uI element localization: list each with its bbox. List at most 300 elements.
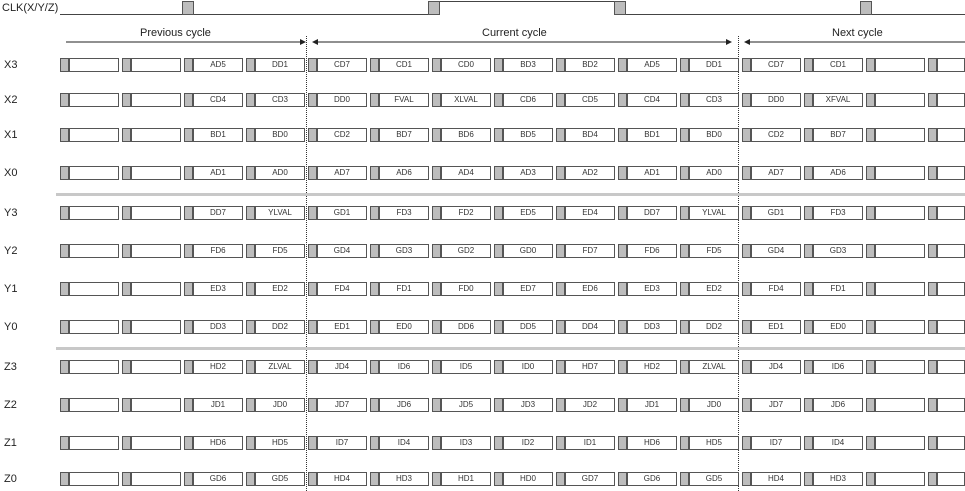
transition-marker (618, 398, 627, 412)
transition-marker (618, 472, 627, 486)
transition-marker (680, 128, 689, 142)
data-slot: BD1 (193, 128, 243, 142)
transition-marker (246, 360, 255, 374)
data-slot (69, 166, 119, 180)
transition-marker (804, 398, 813, 412)
transition-marker (804, 360, 813, 374)
data-slot: GD6 (627, 472, 677, 486)
data-slot: DD7 (627, 206, 677, 220)
transition-marker (432, 128, 441, 142)
data-slot (937, 166, 965, 180)
data-slot: HD2 (193, 360, 243, 374)
transition-marker (618, 166, 627, 180)
data-slot: JD7 (317, 398, 367, 412)
transition-marker (742, 166, 751, 180)
transition-marker (308, 436, 317, 450)
data-slot (875, 128, 925, 142)
transition-marker (246, 320, 255, 334)
transition-marker (680, 472, 689, 486)
transition-marker (680, 166, 689, 180)
data-slot: CD0 (441, 58, 491, 72)
transition-marker (370, 360, 379, 374)
transition-marker (556, 360, 565, 374)
transition-marker (618, 58, 627, 72)
transition-marker (556, 206, 565, 220)
transition-marker (680, 244, 689, 258)
data-slot: FD3 (813, 206, 863, 220)
transition-marker (246, 398, 255, 412)
data-slot: GD2 (441, 244, 491, 258)
data-slot: ID7 (751, 436, 801, 450)
transition-marker (680, 282, 689, 296)
data-slot (875, 398, 925, 412)
transition-marker (680, 398, 689, 412)
data-slot: DD0 (317, 93, 367, 107)
data-slot: CD1 (813, 58, 863, 72)
data-slot (937, 93, 965, 107)
transition-marker (432, 166, 441, 180)
data-slot: HD3 (379, 472, 429, 486)
transition-marker (122, 360, 131, 374)
data-slot: JD7 (751, 398, 801, 412)
transition-marker (618, 360, 627, 374)
next-cycle-arrowhead (744, 39, 750, 45)
transition-marker (928, 436, 937, 450)
data-slot: JD1 (627, 398, 677, 412)
transition-marker (60, 128, 69, 142)
data-slot: FD4 (751, 282, 801, 296)
data-slot: CD4 (627, 93, 677, 107)
transition-marker (618, 128, 627, 142)
data-slot: CD6 (503, 93, 553, 107)
transition-marker (308, 244, 317, 258)
transition-marker (494, 166, 503, 180)
transition-marker (246, 128, 255, 142)
current-cycle-arrowhead-left (312, 39, 318, 45)
signal-label-x3: X3 (4, 59, 18, 71)
transition-marker (432, 398, 441, 412)
data-slot: DD3 (627, 320, 677, 334)
clock-high-segment (440, 1, 614, 2)
transition-marker (742, 206, 751, 220)
transition-marker (680, 360, 689, 374)
data-slot: HD3 (813, 472, 863, 486)
transition-marker (556, 472, 565, 486)
data-slot (875, 436, 925, 450)
cycle-arrows (0, 36, 965, 46)
data-slot (131, 244, 181, 258)
transition-marker (494, 206, 503, 220)
current-cycle-label: Current cycle (482, 27, 547, 39)
transition-marker (618, 93, 627, 107)
transition-marker (866, 206, 875, 220)
transition-marker (742, 282, 751, 296)
data-slot (875, 166, 925, 180)
data-slot (937, 436, 965, 450)
next-cycle-label: Next cycle (832, 27, 883, 39)
data-slot: ID7 (317, 436, 367, 450)
clock-edge (428, 1, 440, 15)
transition-marker (184, 206, 193, 220)
data-slot (875, 472, 925, 486)
data-slot (875, 282, 925, 296)
transition-marker (804, 282, 813, 296)
signal-label-z1: Z1 (4, 437, 17, 449)
transition-marker (804, 166, 813, 180)
data-slot: CD2 (751, 128, 801, 142)
data-slot: FD6 (627, 244, 677, 258)
transition-marker (556, 282, 565, 296)
transition-marker (60, 472, 69, 486)
signal-label-z3: Z3 (4, 361, 17, 373)
signal-label-y2: Y2 (4, 245, 18, 257)
data-slot: BD5 (503, 128, 553, 142)
transition-marker (866, 436, 875, 450)
data-slot: JD0 (689, 398, 739, 412)
transition-marker (370, 58, 379, 72)
data-slot (69, 128, 119, 142)
transition-marker (804, 472, 813, 486)
transition-marker (308, 128, 317, 142)
data-slot: DD0 (751, 93, 801, 107)
data-slot (937, 320, 965, 334)
transition-marker (184, 436, 193, 450)
transition-marker (928, 206, 937, 220)
transition-marker (370, 128, 379, 142)
data-slot: ED3 (193, 282, 243, 296)
data-slot (131, 282, 181, 296)
transition-marker (866, 472, 875, 486)
transition-marker (370, 436, 379, 450)
transition-marker (432, 206, 441, 220)
data-slot: GD4 (317, 244, 367, 258)
data-slot: YLVAL (255, 206, 305, 220)
data-slot: GD3 (379, 244, 429, 258)
data-slot: HD4 (317, 472, 367, 486)
transition-marker (866, 360, 875, 374)
data-slot (131, 398, 181, 412)
data-slot: HD0 (503, 472, 553, 486)
transition-marker (680, 436, 689, 450)
transition-marker (928, 398, 937, 412)
data-slot: BD0 (689, 128, 739, 142)
transition-marker (122, 166, 131, 180)
data-slot: FD1 (379, 282, 429, 296)
data-slot (69, 244, 119, 258)
transition-marker (494, 436, 503, 450)
data-slot: BD7 (379, 128, 429, 142)
transition-marker (370, 166, 379, 180)
transition-marker (618, 320, 627, 334)
transition-marker (804, 58, 813, 72)
transition-marker (308, 320, 317, 334)
group-separator (56, 193, 965, 196)
signal-label-x0: X0 (4, 167, 18, 179)
data-slot: ED2 (255, 282, 305, 296)
transition-marker (370, 398, 379, 412)
transition-marker (494, 58, 503, 72)
data-slot: GD0 (503, 244, 553, 258)
clock-label: CLK(X/Y/Z) (2, 2, 59, 14)
data-slot (875, 244, 925, 258)
signal-label-x1: X1 (4, 129, 18, 141)
transition-marker (556, 436, 565, 450)
data-slot: HD7 (565, 360, 615, 374)
data-slot: AD1 (193, 166, 243, 180)
current-cycle-arrowhead-right (726, 39, 732, 45)
signal-label-x2: X2 (4, 94, 18, 106)
transition-marker (122, 244, 131, 258)
transition-marker (804, 206, 813, 220)
data-slot: DD4 (565, 320, 615, 334)
transition-marker (556, 128, 565, 142)
transition-marker (556, 58, 565, 72)
data-slot (131, 93, 181, 107)
data-slot: GD7 (565, 472, 615, 486)
transition-marker (370, 244, 379, 258)
clock-low-segment (194, 14, 428, 15)
transition-marker (432, 282, 441, 296)
transition-marker (556, 320, 565, 334)
transition-marker (556, 93, 565, 107)
data-slot: ED2 (689, 282, 739, 296)
transition-marker (184, 320, 193, 334)
transition-marker (122, 58, 131, 72)
data-slot: GD1 (317, 206, 367, 220)
data-slot: JD6 (813, 398, 863, 412)
transition-marker (122, 282, 131, 296)
transition-marker (618, 244, 627, 258)
data-slot: JD6 (379, 398, 429, 412)
transition-marker (866, 128, 875, 142)
transition-marker (866, 398, 875, 412)
data-slot: ED1 (751, 320, 801, 334)
data-slot: GD6 (193, 472, 243, 486)
data-slot (937, 244, 965, 258)
transition-marker (556, 244, 565, 258)
data-slot (937, 206, 965, 220)
data-slot (937, 398, 965, 412)
data-slot: ID1 (565, 436, 615, 450)
transition-marker (866, 166, 875, 180)
data-slot (131, 436, 181, 450)
transition-marker (184, 58, 193, 72)
transition-marker (308, 472, 317, 486)
transition-marker (432, 93, 441, 107)
data-slot: AD0 (689, 166, 739, 180)
data-slot: FD3 (379, 206, 429, 220)
data-slot: CD7 (751, 58, 801, 72)
transition-marker (804, 436, 813, 450)
data-slot: DD5 (503, 320, 553, 334)
transition-marker (246, 282, 255, 296)
transition-marker (246, 58, 255, 72)
transition-marker (122, 472, 131, 486)
data-slot (69, 93, 119, 107)
cycle-boundary-line (306, 36, 307, 491)
data-slot: JD3 (503, 398, 553, 412)
transition-marker (742, 436, 751, 450)
transition-marker (556, 166, 565, 180)
transition-marker (370, 206, 379, 220)
data-slot: BD2 (565, 58, 615, 72)
data-slot (131, 166, 181, 180)
clock-edge (614, 1, 626, 15)
transition-marker (308, 166, 317, 180)
data-slot: GD3 (813, 244, 863, 258)
data-slot (69, 360, 119, 374)
data-slot: AD6 (379, 166, 429, 180)
data-slot: FD2 (441, 206, 491, 220)
data-slot: HD5 (689, 436, 739, 450)
transition-marker (494, 128, 503, 142)
transition-marker (122, 93, 131, 107)
transition-marker (184, 398, 193, 412)
transition-marker (494, 472, 503, 486)
data-slot (69, 436, 119, 450)
data-slot (875, 320, 925, 334)
transition-marker (432, 436, 441, 450)
transition-marker (928, 282, 937, 296)
data-slot: BD4 (565, 128, 615, 142)
transition-marker (742, 244, 751, 258)
transition-marker (432, 244, 441, 258)
signal-label-z0: Z0 (4, 473, 17, 485)
data-slot: FD6 (193, 244, 243, 258)
clock-edge (182, 1, 194, 15)
data-slot: FD5 (689, 244, 739, 258)
data-slot: FD4 (317, 282, 367, 296)
transition-marker (804, 244, 813, 258)
transition-marker (122, 320, 131, 334)
transition-marker (928, 128, 937, 142)
data-slot (875, 206, 925, 220)
data-slot (69, 206, 119, 220)
signal-label-y0: Y0 (4, 321, 18, 333)
data-slot: BD6 (441, 128, 491, 142)
data-slot: ID4 (379, 436, 429, 450)
transition-marker (432, 360, 441, 374)
data-slot: AD0 (255, 166, 305, 180)
data-slot: ID5 (441, 360, 491, 374)
data-slot: YLVAL (689, 206, 739, 220)
data-slot: ED1 (317, 320, 367, 334)
transition-marker (494, 320, 503, 334)
data-slot (69, 320, 119, 334)
signal-label-y1: Y1 (4, 283, 18, 295)
transition-marker (246, 472, 255, 486)
data-slot: HD1 (441, 472, 491, 486)
transition-marker (494, 244, 503, 258)
data-slot: BD0 (255, 128, 305, 142)
data-slot (875, 58, 925, 72)
data-slot (131, 206, 181, 220)
data-slot: CD2 (317, 128, 367, 142)
data-slot: GD4 (751, 244, 801, 258)
clock-low-segment (872, 14, 965, 15)
data-slot: DD1 (255, 58, 305, 72)
transition-marker (122, 206, 131, 220)
data-slot: CD3 (255, 93, 305, 107)
data-slot: DD2 (689, 320, 739, 334)
transition-marker (60, 282, 69, 296)
group-separator (56, 347, 965, 350)
transition-marker (60, 166, 69, 180)
data-slot (131, 58, 181, 72)
transition-marker (246, 436, 255, 450)
transition-marker (60, 360, 69, 374)
data-slot: FD5 (255, 244, 305, 258)
data-slot (131, 472, 181, 486)
transition-marker (122, 398, 131, 412)
transition-marker (246, 244, 255, 258)
data-slot: ED6 (565, 282, 615, 296)
transition-marker (804, 93, 813, 107)
transition-marker (60, 320, 69, 334)
transition-marker (308, 58, 317, 72)
transition-marker (432, 472, 441, 486)
data-slot: ID6 (379, 360, 429, 374)
transition-marker (184, 360, 193, 374)
transition-marker (680, 58, 689, 72)
data-slot: AD5 (627, 58, 677, 72)
transition-marker (742, 472, 751, 486)
data-slot: ED4 (565, 206, 615, 220)
data-slot: BD1 (627, 128, 677, 142)
data-slot: FD1 (813, 282, 863, 296)
data-slot: GD5 (689, 472, 739, 486)
data-slot: AD6 (813, 166, 863, 180)
transition-marker (432, 320, 441, 334)
data-slot: GD1 (751, 206, 801, 220)
data-slot: HD6 (627, 436, 677, 450)
data-slot: CD7 (317, 58, 367, 72)
transition-marker (618, 206, 627, 220)
data-slot: DD1 (689, 58, 739, 72)
transition-marker (742, 128, 751, 142)
transition-marker (928, 320, 937, 334)
transition-marker (928, 244, 937, 258)
transition-marker (494, 398, 503, 412)
data-slot: JD0 (255, 398, 305, 412)
transition-marker (494, 93, 503, 107)
transition-marker (60, 436, 69, 450)
transition-marker (742, 93, 751, 107)
transition-marker (60, 93, 69, 107)
transition-marker (618, 282, 627, 296)
data-slot: AD7 (317, 166, 367, 180)
transition-marker (60, 206, 69, 220)
transition-marker (928, 166, 937, 180)
data-slot: HD5 (255, 436, 305, 450)
transition-marker (122, 436, 131, 450)
transition-marker (432, 58, 441, 72)
data-slot (69, 58, 119, 72)
transition-marker (742, 360, 751, 374)
data-slot: ID6 (813, 360, 863, 374)
transition-marker (742, 398, 751, 412)
data-slot (937, 128, 965, 142)
data-slot: DD3 (193, 320, 243, 334)
data-slot (937, 472, 965, 486)
data-slot: HD2 (627, 360, 677, 374)
previous-cycle-label: Previous cycle (140, 27, 211, 39)
transition-marker (928, 472, 937, 486)
data-slot: FD7 (565, 244, 615, 258)
data-slot: ID4 (813, 436, 863, 450)
data-slot: JD4 (317, 360, 367, 374)
data-slot (131, 360, 181, 374)
